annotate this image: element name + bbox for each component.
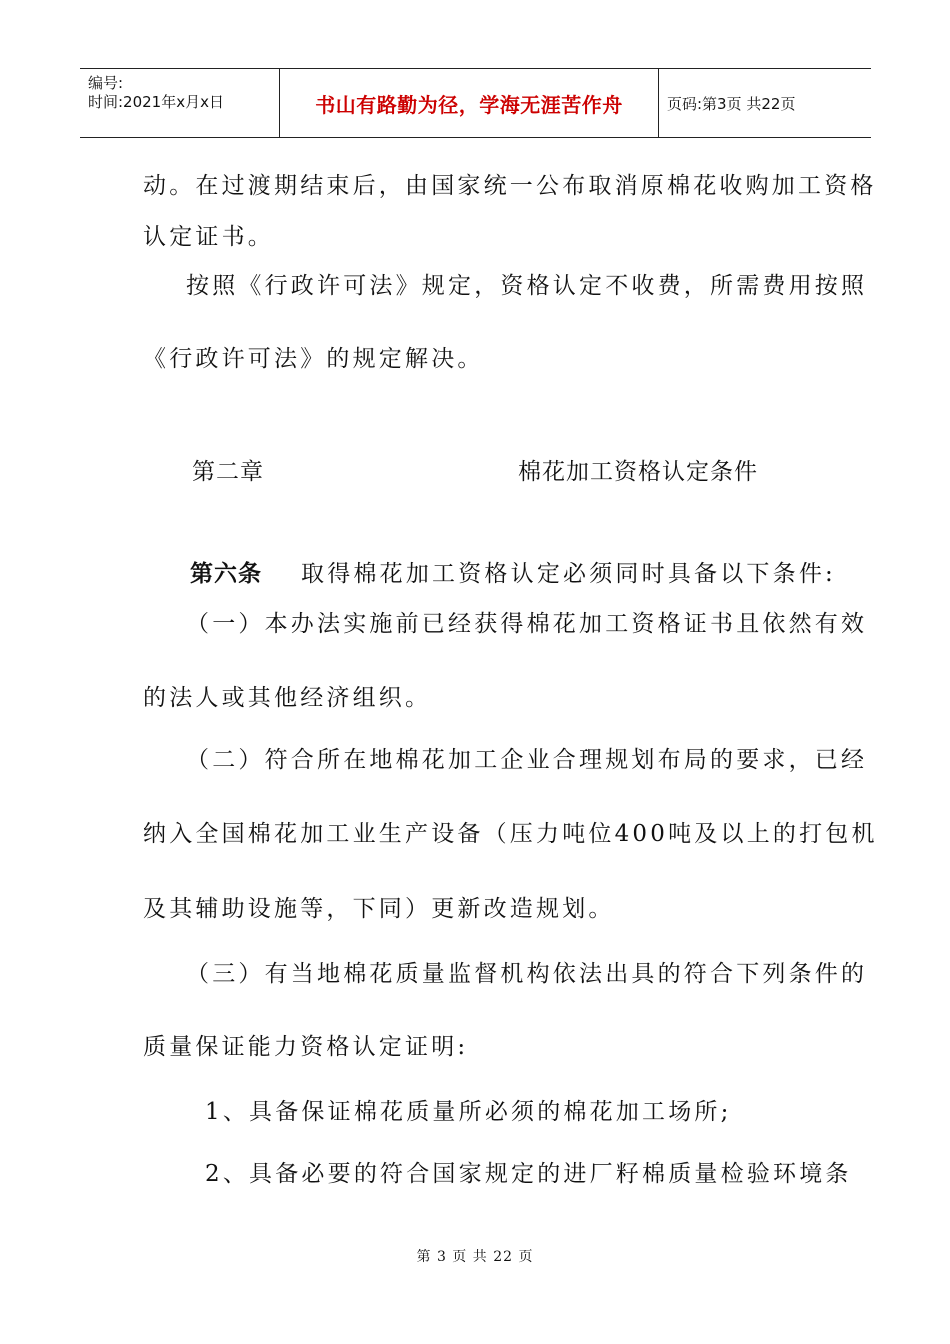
time-label: 时间:2021年x月x日: [88, 93, 224, 111]
body-line-1: 动。在过渡期结束后，由国家统一公布取消原棉花收购加工资格: [143, 173, 877, 199]
item-2-line-a: （二）符合所在地棉花加工企业合理规划布局的要求，已经: [186, 747, 868, 773]
article-label: 第六条: [190, 561, 262, 587]
header-meta: [80, 69, 280, 137]
header-motto: 书山有路勤为径，学海无涯苦作舟: [280, 69, 659, 137]
number-label: 编号:: [88, 74, 124, 92]
page-header: [80, 68, 871, 138]
item-1-line-a: （一）本办法实施前已经获得棉花加工资格证书且依然有效: [186, 611, 868, 637]
sub-item-2: 2、具备必要的符合国家规定的进厂籽棉质量检验环境条: [205, 1161, 852, 1187]
page-footer: 第 3 页 共 22 页: [416, 1249, 534, 1265]
body-line-3: 按照《行政许可法》规定，资格认定不收费，所需费用按照: [186, 273, 868, 299]
item-1-line-b: 的法人或其他经济组织。: [143, 685, 432, 711]
item-2-line-c: 及其辅助设施等，下同）更新改造规划。: [143, 896, 615, 922]
sub-item-1: 1、具备保证棉花质量所必须的棉花加工场所;: [205, 1099, 732, 1125]
article-6: [190, 560, 870, 588]
item-3-line-a: （三）有当地棉花质量监督机构依法出具的符合下列条件的: [186, 961, 868, 987]
body-line-2: 认定证书。: [143, 224, 274, 250]
header-page-info: 页码:第3页 共22页: [667, 94, 796, 113]
chapter-label: 第二章: [192, 459, 264, 485]
item-3-line-b: 质量保证能力资格认定证明:: [143, 1034, 469, 1060]
chapter-title: 棉花加工资格认定条件: [518, 459, 758, 485]
item-2-line-b: 纳入全国棉花加工业生产设备（压力吨位400吨及以上的打包机: [143, 821, 878, 847]
body-line-4: 《行政许可法》的规定解决。: [143, 346, 484, 372]
article-text: 取得棉花加工资格认定必须同时具备以下条件:: [301, 561, 836, 587]
